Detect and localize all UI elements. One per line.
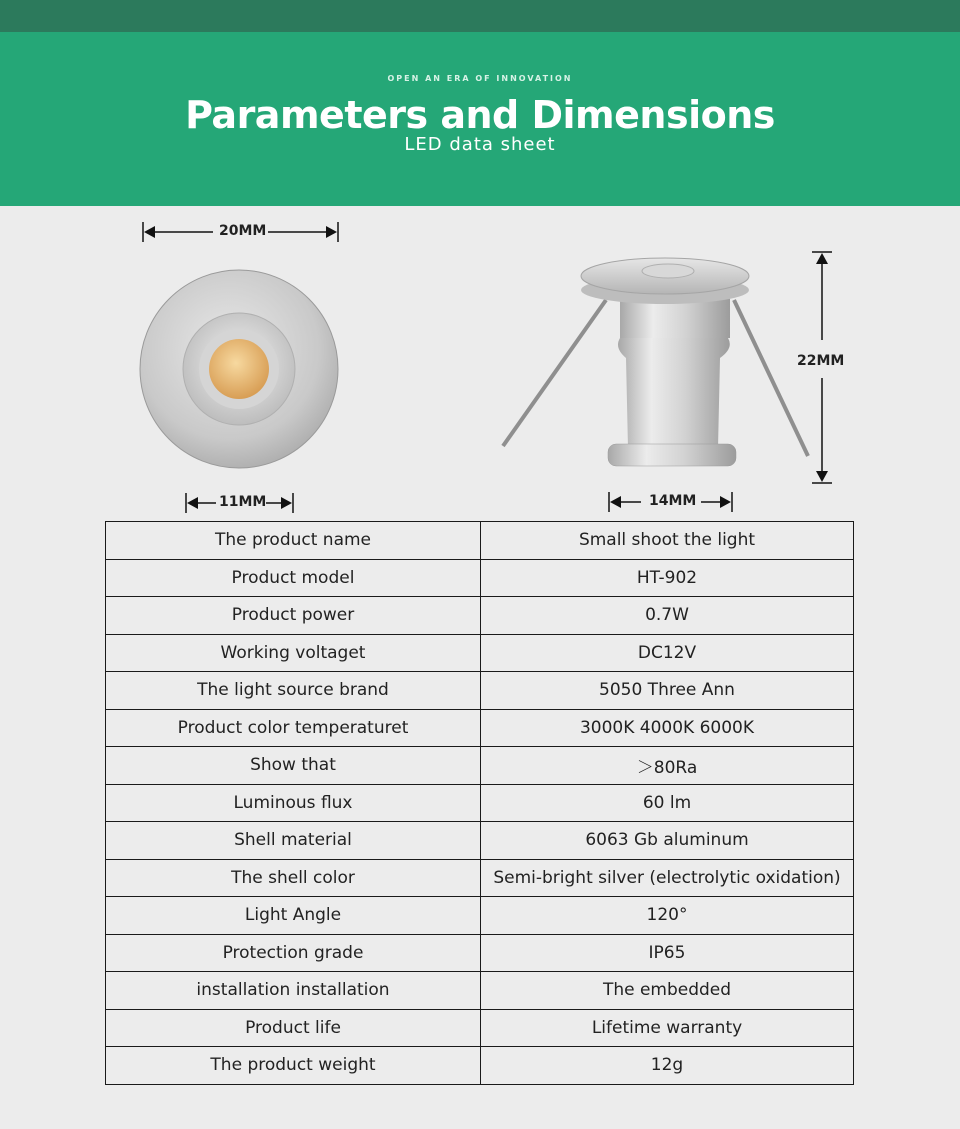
spec-label: Protection grade — [106, 934, 481, 972]
top-strip — [0, 0, 960, 32]
spec-value: 6063 Gb aluminum — [481, 822, 854, 860]
spec-value: DC12V — [481, 634, 854, 672]
spec-label: Product model — [106, 559, 481, 597]
spec-value: Lifetime warranty — [481, 1009, 854, 1047]
table-row — [106, 822, 854, 860]
table-row — [106, 859, 854, 897]
table-row — [106, 559, 854, 597]
spec-label: Luminous flux — [106, 784, 481, 822]
spec-label: Working voltaget — [106, 634, 481, 672]
spec-value: 3000K 4000K 6000K — [481, 709, 854, 747]
page-title: Parameters and Dimensions — [185, 93, 775, 137]
spec-label: Product life — [106, 1009, 481, 1047]
table-row — [106, 1047, 854, 1085]
table-row — [106, 1009, 854, 1047]
spec-value: Semi-bright silver (electrolytic oxidation) — [481, 859, 854, 897]
spec-label: Product color temperaturet — [106, 709, 481, 747]
spec-label: Product power — [106, 597, 481, 635]
table-row — [106, 784, 854, 822]
spec-label: The product weight — [106, 1047, 481, 1085]
page-subtitle: LED data sheet — [404, 134, 556, 155]
spec-value: Small shoot the light — [481, 522, 854, 560]
spec-value: 5050 Three Ann — [481, 672, 854, 710]
spec-value: 12g — [481, 1047, 854, 1085]
spec-label: Shell material — [106, 822, 481, 860]
spec-value: ＞80Ra — [481, 747, 854, 785]
spec-label: The product name — [106, 522, 481, 560]
spec-value: 0.7W — [481, 597, 854, 635]
spec-label: Light Angle — [106, 897, 481, 935]
table-row — [106, 897, 854, 935]
table-row — [106, 597, 854, 635]
lamp-side-view-image — [496, 248, 826, 488]
front-width-label: 20MM — [219, 223, 267, 239]
table-row — [106, 709, 854, 747]
table-row — [106, 934, 854, 972]
spec-value: The embedded — [481, 972, 854, 1010]
spec-value: HT-902 — [481, 559, 854, 597]
table-row — [106, 747, 854, 785]
table-row — [106, 522, 854, 560]
spec-label: The shell color — [106, 859, 481, 897]
spec-label: The light source brand — [106, 672, 481, 710]
lamp-front-view-image — [138, 268, 343, 473]
side-height-label: 22MM — [797, 353, 845, 369]
spec-value: IP65 — [481, 934, 854, 972]
front-lens-label: 11MM — [219, 494, 267, 510]
spec-table — [105, 521, 854, 1085]
side-body-label: 14MM — [649, 493, 697, 509]
table-row — [106, 972, 854, 1010]
spec-label: Show that — [106, 747, 481, 785]
table-row — [106, 634, 854, 672]
table-row — [106, 672, 854, 710]
spec-value: 120° — [481, 897, 854, 935]
spec-value: 60 lm — [481, 784, 854, 822]
spec-label: installation installation — [106, 972, 481, 1010]
tagline: OPEN AN ERA OF INNOVATION — [387, 74, 573, 83]
